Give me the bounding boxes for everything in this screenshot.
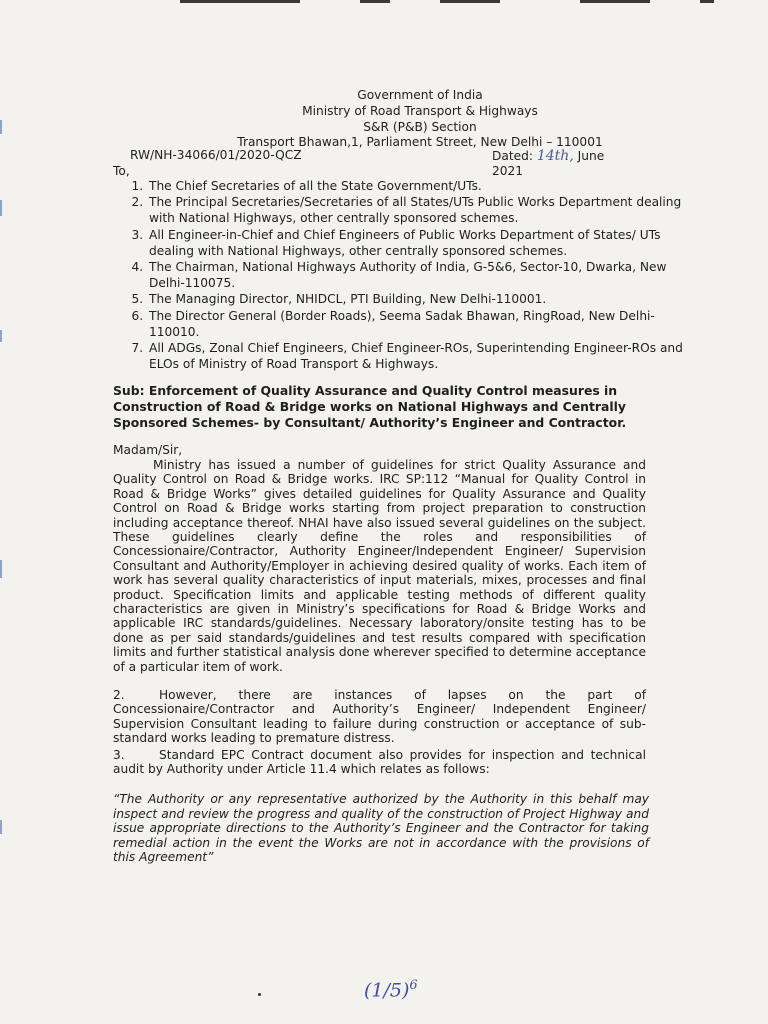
letterhead-ministry: Ministry of Road Transport & Highways — [302, 103, 538, 118]
paragraph-2 — [113, 688, 646, 746]
list-item: 6. The Director General (Border Roads), Seema Sadak Bhawan, RingRoad, New Delhi-110010. — [147, 308, 687, 340]
letterhead-government: Government of India — [357, 88, 483, 102]
contract-quote: “The Authority or any representative authorized by the Authority in this behalf may inspect and review the progress and quality of the construction of Project Highway and issue appropriate directions to the Authority’s Engineer and the Contractor for taking remedial action in the event the Works are not in accordance with the provisions of this Agreement” — [113, 792, 649, 865]
letterhead-section: S&R (P&B) Section — [363, 119, 477, 134]
list-item: 1. The Chief Secretaries of all the State Government/UTs. — [147, 178, 687, 194]
list-item: 3. All Engineer-in-Chief and Chief Engineers of Public Works Department of States/ UTs dealing with National Highways, other centrally sponsored schemes. — [147, 227, 687, 259]
date-label: Dated: — [492, 149, 533, 163]
salutation: Madam/Sir, — [113, 443, 183, 457]
reference-number: RW/NH-34066/01/2020-QCZ — [130, 148, 302, 162]
letterhead — [140, 88, 700, 151]
list-item: 7. All ADGs, Zonal Chief Engineers, Chief Engineer-ROs, Superintending Engineer-ROs and ELOs of Ministry of Road Transport & Highways. — [147, 340, 687, 372]
list-item: 4. The Chairman, National Highways Authority of India, G-5&6, Sector-10, Dwarka, New Delhi-110075. — [147, 259, 687, 291]
list-item: 5. The Managing Director, NHIDCL, PTI Building, New Delhi-110001. — [147, 291, 687, 307]
letterhead-address: Transport Bhawan,1, Parliament Street, New Delhi – 110001 — [237, 135, 603, 150]
date-month-year: June 2021 — [492, 149, 605, 178]
page-number: (1/5) — [364, 979, 410, 1002]
paragraph-1: Ministry has issued a number of guidelines for strict Quality Assurance and Quality Control on Road & Bridge works. IRC SP:112 “Manual for Quality Control in Road & Bridge Works” gives detailed guidelines for Quality Assurance and Quality Control on Road & Bridge works starting from project preparation to construction including acceptance thereof. NHAI have also issued several guidelines on the subject. These guidelines clearly define the roles and responsibilities of Concessionaire/Contractor, Authority Engineer/Independent Engineer/ Supervision Consultant and Authority/Employer in achieving desired quality of works. Each item of work has several quality characteristics of input materials, mixes, processes and final product. Specification limits and applicable testing methods of different quality characteristics are given in Ministry’s specifications for Road & Bridge Works and applicable IRC standards/guidelines. Necessary laboratory/onsite testing has to be done as per said standards/guidelines and test results compared with specification limits and further statistical analysis done wherever specified to determine acceptance of a particular item of work. — [113, 458, 646, 674]
paragraph-number: 3. — [113, 748, 125, 762]
scan-edge-marks — [180, 0, 740, 8]
subject-line: Sub: Enforcement of Quality Assurance and Quality Control measures in Construction of Road & Bridge works on National Highways and Centrally Sponsored Schemes- by Consultant/ Authority’s Engineer and Contractor. — [113, 383, 627, 431]
recipient-list — [113, 178, 687, 372]
scan-speck — [258, 993, 261, 996]
to-label: To, — [113, 164, 130, 178]
paragraph-number: 2. — [113, 688, 125, 702]
letter-date — [492, 148, 630, 178]
handwritten-page-number — [364, 978, 418, 1001]
list-item: 2. The Principal Secretaries/Secretaries of all States/UTs Public Works Department dealing with National Highways, other centrally sponsored schemes. — [147, 194, 687, 226]
date-handwritten-day: 14th, — [536, 148, 574, 164]
paragraph-text: Standard EPC Contract document also provides for inspection and technical audit by Authority under Article 11.4 which relates as follows: — [113, 748, 646, 777]
page-mark: 6 — [409, 978, 418, 993]
paragraph-text: However, there are instances of lapses on the part of Concessionaire/Contractor and Authority’s Engineer/ Independent Engineer/ Supervision Consultant leading to failure during construction or acceptance of sub-standard works leading to premature distress. — [113, 688, 646, 746]
paragraph-3 — [113, 748, 646, 777]
